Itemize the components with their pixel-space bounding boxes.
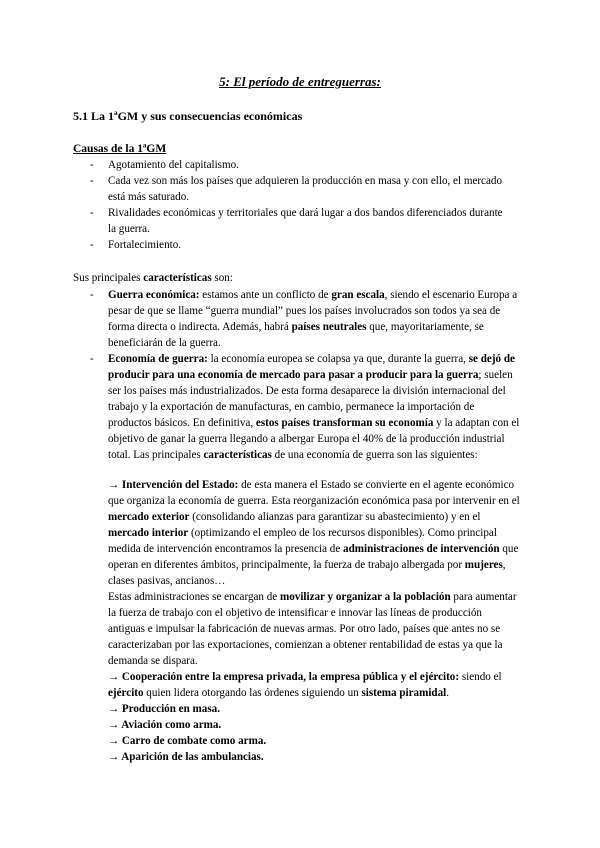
arrow-list [108, 701, 520, 765]
list-item: → Producción en masa. [108, 703, 220, 715]
causes-heading: Causas de la 1ªGM [73, 143, 167, 155]
list-item: - Fortalecimiento. [90, 239, 182, 251]
intervention-paragraph: → Intervención del Estado: de esta manera el Estado se convierte en el agente económico que organiza la economía de guerra. Esta reorganización económica pasa por intervenir en el mercado exterior (consolidando alianzas para garantizar su abastecimiento) y en el mercado interior (optimizando el empleo de los recursos disponibles). Como principal medida de intervención encontramos la presencia de administraciones de intervención que operan en diferentes ámbitos, principalmente, la fuerza de trabajo albergada por mujeres, clases pasivas, ancianos… [108, 479, 520, 587]
characteristics-intro: Sus principales características son: [73, 272, 233, 284]
list-item: → Aviación como arma. [108, 719, 222, 731]
section-heading: 5.1 La 1ªGM y sus consecuencias económicas [73, 109, 303, 123]
list-item: - Agotamiento del capitalismo. [90, 159, 239, 171]
list-item-economia-de-guerra: - Economía de guerra: la economía europea se colapsa ya que, durante la guerra, se dejó de producir para una economía de mercado para pasar a producir para la guerra; suelen ser los países más industrializados. De esta forma desaparece la división internacional del trabajo y la exportación de manufacturas, en cambio, permanece la importación de productos básicos. En definitiva, estos países transforman su economía y la adaptan con el objetivo de ganar la guerra llegando a albergar Europa el 40% de la producción industrial total. Las principales características de una economía de guerra son las siguientes: [90, 353, 520, 461]
list-item: → Aparición de las ambulancias. [108, 751, 264, 763]
characteristics-list [0, 287, 520, 463]
page-title: 5: El período de entreguerras: [219, 74, 381, 89]
list-item: → Carro de combate como arma. [108, 735, 267, 747]
intervention-paragraph-2: Estas administraciones se encargan de movilizar y organizar a la población para aumentar la fuerza de trabajo con el objetivo de intensificar e innovar las líneas de producción antiguas e impulsar la fabricación de nuevas armas. Por otro lado, países que antes no se caracterizaban por las exportaciones, comienzan a obtener rentabilidad de estas ya que la demanda se dispara. [108, 591, 517, 667]
cooperation-paragraph: → Cooperación entre la empresa privada, la empresa pública y el ejército: siendo el ejército quien lidera otorgando las órdenes siguiendo un sistema piramidal. [108, 671, 502, 699]
causes-list [0, 157, 508, 253]
list-item: - Rivalidades económicas y territoriales que dará lugar a dos bandos diferenciados durante la guerra. [90, 207, 503, 235]
list-item: - Cada vez son más los países que adquieren la producción en masa y con ello, el mercado está más saturado. [90, 175, 503, 203]
list-item-guerra-economica: - Guerra económica: estamos ante un conflicto de gran escala, siendo el escenario Europa a pesar de que se llame “guerra mundial” pues los países involucrados son todos ya sea de forma directa o indirecta. Además, habrá países neutrales que, mayoritariamente, se beneficiarán de la guerra. [90, 289, 518, 349]
